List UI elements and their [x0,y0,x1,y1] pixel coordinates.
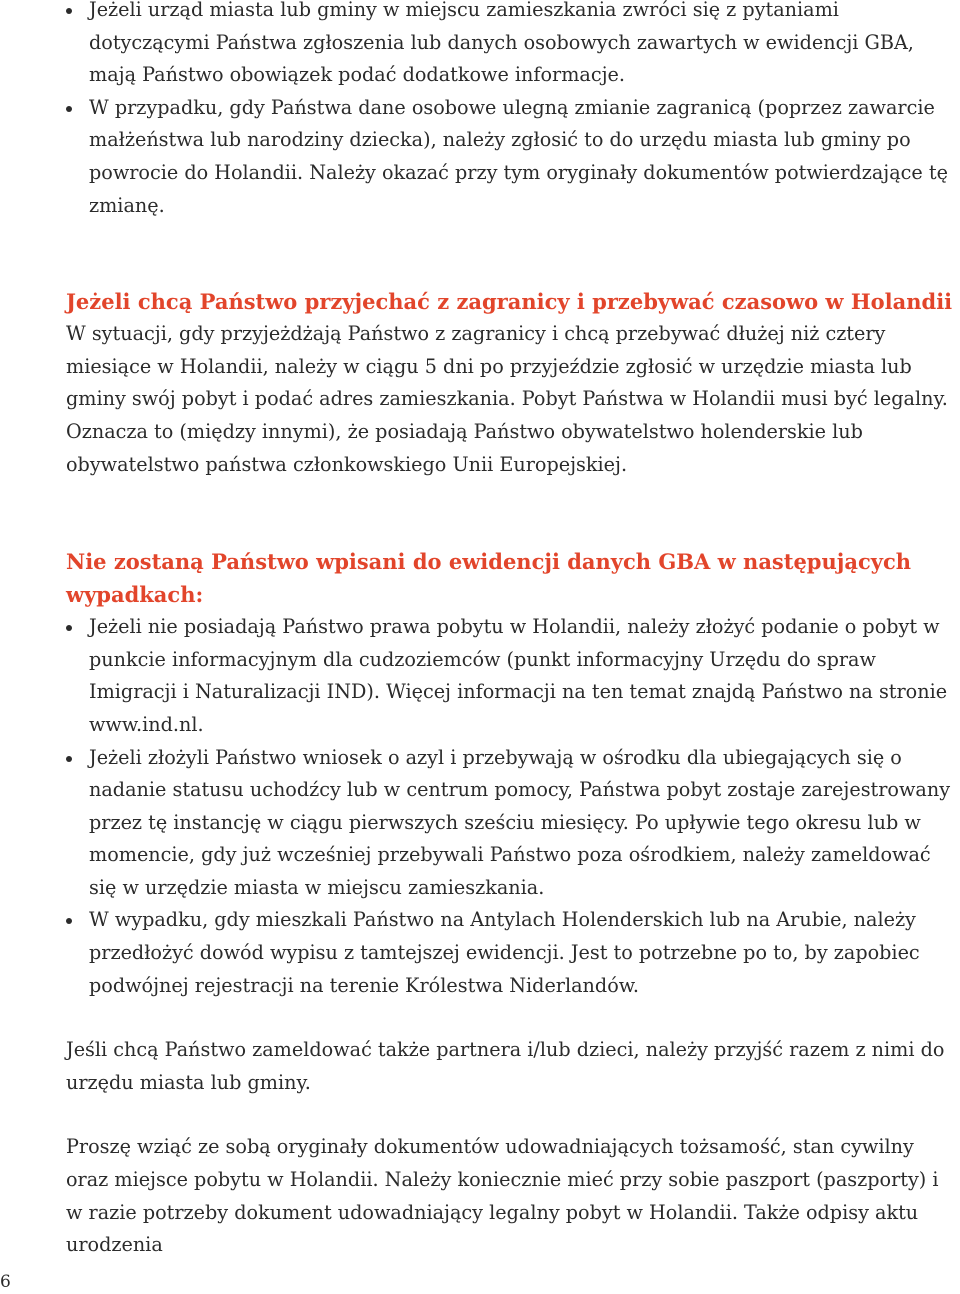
list-item [66,92,956,222]
bullet-icon [66,756,72,762]
list-item-text: Jeżeli urząd miasta lub gminy w miejscu zamieszkania zwróci się z pytaniami dotyczącymi Państwa zgłoszenia lub danych osobowych zawartych w ewidencji GBA, mają Państwo obowiązek podać dodatkowe informacje. [89,0,914,87]
page-number: 6 [0,1272,11,1292]
list-item-text: W wypadku, gdy mieszkali Państwo na Antylach Holenderskich lub na Arubie, należy przedłożyć dowód wypisu z tamtejszej ewidencji. Jest to potrzebne po to, by zapobiec podwójnej rejestracji na terenie Królestwa Niderlandów. [89,908,920,997]
list-item-text: Jeżeli nie posiadają Państwo prawa pobytu w Holandii, należy złożyć podanie o pobyt w punkcie informacyjnym dla cudzoziemców (punkt informacyjny Urzędu do spraw Imigracji i Naturalizacji IND). Więcej informacji na ten temat znajdą Państwo na stronie www.ind.nl. [89,615,948,736]
bullet-icon [66,8,72,14]
bullet-icon [66,625,72,631]
list-item [66,0,956,92]
list-item-text: W przypadku, gdy Państwa dane osobowe ulegną zmianie zagranicą (poprzez zawarcie małżeństwa lub narodziny dziecka), należy zgłosić to do urzędu miasta lub gminy po powrocie do Holandii. Należy okazać przy tym oryginały dokumentów potwierdzające tę zmianę. [89,95,948,217]
list-item [66,904,956,1002]
list-item-text: Jeżeli złożyli Państwo wniosek o azyl i przebywają w ośrodku dla ubiegających się o nadanie statusu uchodźcy lub w centrum pomocy, Państwa pobyt zostaje zarejestrowany przez tę instancję w ciągu pierwszych sześciu miesięcy. Po upływie tego okresu lub w momencie, gdy już wcześniej przebywali Państwo poza ośrodkiem, należy zameldować się w urzędzie miasta w miejscu zamieszkania. [89,745,951,899]
bullet-icon [66,918,72,924]
paragraph-original-documents: Proszę wziąć ze sobą oryginały dokumentów udowadniających tożsamość, stan cywilny oraz miejsce pobytu w Holandii. Należy koniecznie mieć przy sobie paszport (paszporty) i w razie potrzeby dokument udowadniający legalny pobyt w Holandii. Także odpisy aktu urodzenia [66,1135,939,1257]
intro-bullet-list [66,0,956,222]
bullet-icon [66,106,72,112]
paragraph-partner-children: Jeśli chcą Państwo zameldować także partnera i/lub dzieci, należy przyjść razem z nimi do urzędu miasta lub gminy. [66,1038,945,1094]
not-registered-bullet-list [66,611,956,1002]
section-heading-not-registered: Nie zostaną Państwo wpisani do ewidencji danych GBA w następujących wypadkach: [66,549,912,608]
list-item [66,742,956,905]
list-item [66,611,956,741]
section-heading-temporary-stay: Jeżeli chcą Państwo przyjechać z zagranicy i przebywać czasowo w Holandii [66,289,953,315]
section-body-temporary-stay: W sytuacji, gdy przyjeżdżają Państwo z zagranicy i chcą przebywać dłużej niż cztery miesiące w Holandii, należy w ciągu 5 dni po przyjeździe zgłosić w urzędzie miasta lub gminy swój pobyt i podać adres zamieszkania. Pobyt Państwa w Holandii musi być legalny. Oznacza to (między innymi), że posiadają Państwo obywatelstwo holenderskie lub obywatelstwo państwa członkowskiego Unii Europejskiej. [66,322,948,476]
document-page [66,0,956,1262]
